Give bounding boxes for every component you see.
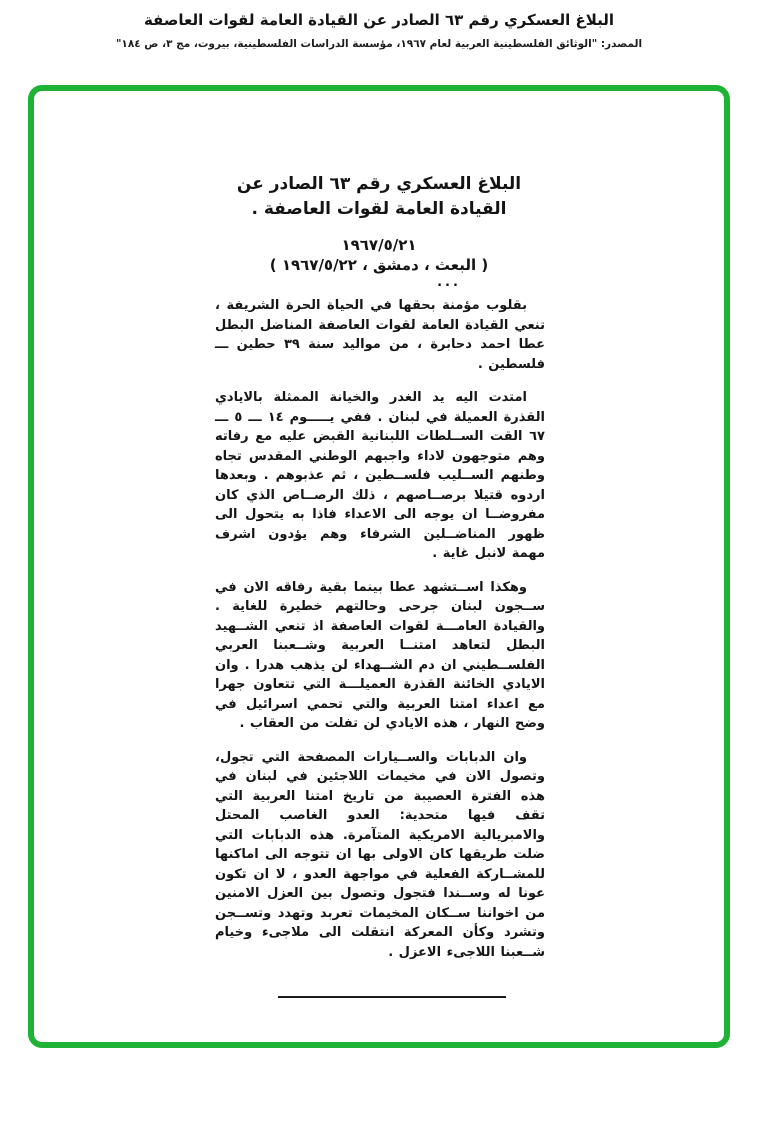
document-title (34, 172, 724, 222)
document-citation: ( البعث ، دمشق ، ١٩٦٧/٥/٢٢ ) (269, 256, 489, 274)
header-source-citation: المصدر: "الوثائق الفلسطينية العربية لعام ١٩٦٧، مؤسسة الدراسات الفلسطينية، بيروت، مج ٣، ص ١٨٤" (115, 38, 643, 50)
document-date: ١٩٦٧/٥/٢١ (341, 236, 417, 254)
document-title-line1: البلاغ العسكري رقم ٦٣ الصادر عن (236, 174, 522, 194)
document-paragraph: وان الدبابات والســيارات المصفحة التي تجول، وتصول الان في مخيمات اللاجئين في لبنان في هذه الفترة العصيبة من تاريخ امتنا العربية التي تقف فيها متحدية: العدو الغاصب المحتل والامبريالية الامريكية المتآمرة. هذه الدبابات التي ضلت طريقها كان الاولى بها ان تتوجه الى اماكنها للمشــاركة الفعلية في مواجهة العدو ، لا ان تكون عونا له وســندا فتجول وتصول بين العزل الامنين من اخواننا ســكان المخيمات تعربد وتهدد وتســجن وتشرد وكأن المعركة انتقلت الى ملاجىء وخيام شــعبنا اللاجىء الاعزل . (215, 749, 545, 960)
document-paragraph: امتدت اليه يد الغدر والخيانة الممثلة بالايادي القذرة العميلة في لبنان . ففي يـــــوم ١٤ ـــ ٥ ـــ ٦٧ القت الســلطات اللبنانية القبض عليه مع رفاته وهم متوجهون لاداء واجبهم الوطني المقدس تجاه وطنهم الســليب فلســطين ، ثم عذبوهم . وبعدها اردوه قتيلا برصــاصهم ، ذلك الرصــاص الذي كان مفروضــا ان يوجه الى الاعداء فاذا به يتحول الى ظهور المناضــلين الشرفاء وهم يؤدون اشرف مهمة لانبل غاية . (215, 390, 545, 561)
footer-rule (278, 996, 506, 998)
document-frame (28, 85, 730, 1048)
separator-dots: ... (437, 275, 461, 290)
document-title-line2: القيادة العامة لقوات العاصفة . (251, 199, 507, 219)
document-paragraphs (215, 296, 545, 962)
document-paragraph: وهكذا اســتشهد عطا بينما بقية رفاقه الان في ســجون لبنان جرحى وحالتهم خطيرة للغاية . والقيادة العامـــة لقوات العاصفة اذ تنعي الشــهيد البطل لتعاهد امتنــا العربية وشــعبنا العربي الفلســطيني ان دم الشــهداء لن يذهب هدرا . وان الايادي الخائنة القذرة العميلـــة التي تتعاون جهرا مع اعداء امتنا العربية والتي تحمي اسرائيل في وضح النهار ، هذه الايادي لن تفلت من العقاب . (215, 579, 545, 731)
header-title: البلاغ العسكري رقم ٦٣ الصادر عن القيادة العامة لقوات العاصفة (143, 11, 615, 29)
page-header (0, 10, 758, 50)
document-body (34, 172, 724, 1123)
document-paragraph: بقلوب مؤمنة بحقها في الحياة الحرة الشريفة ، تنعي القيادة العامة لقوات العاصفة المناضل البطل عطا احمد دحابرة ، من مواليد سنة ٣٩ حطين ـــ فلسطين . (215, 298, 545, 372)
